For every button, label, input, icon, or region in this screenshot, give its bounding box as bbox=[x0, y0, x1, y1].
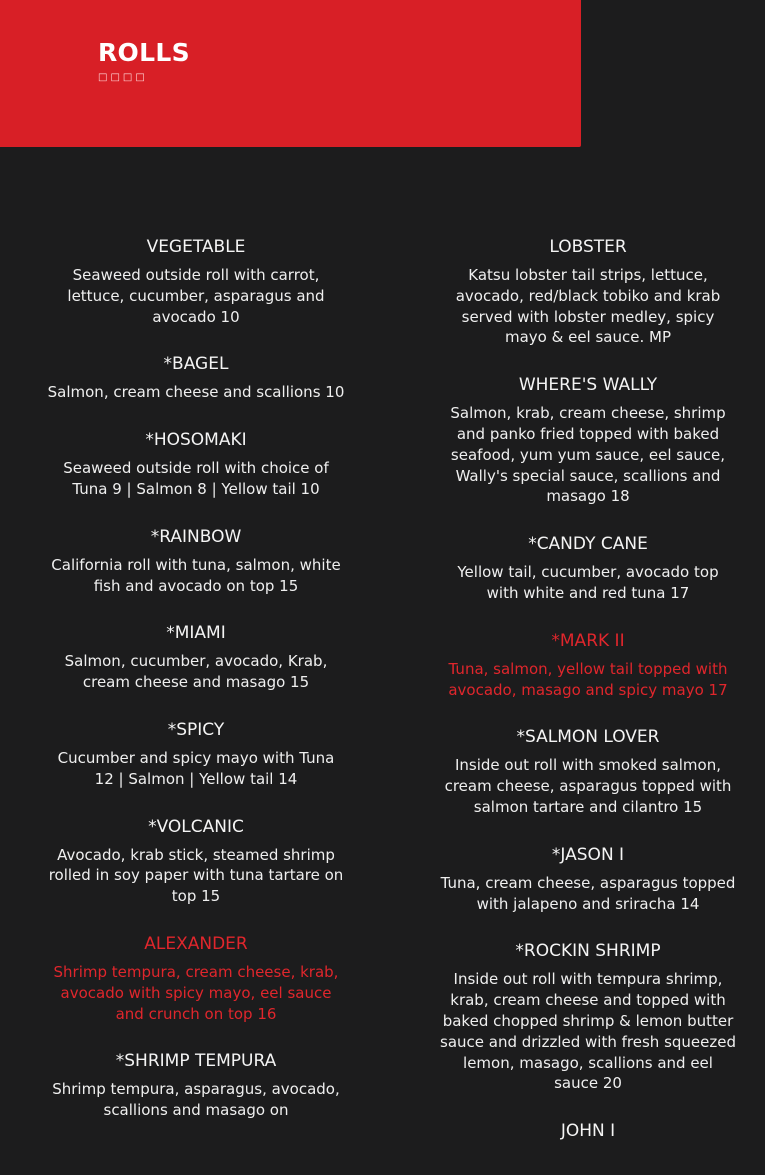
menu-item-john-i bbox=[434, 1120, 742, 1149]
menu-item-description: Tuna, cream cheese, asparagus topped with jalapeno and sriracha 14 bbox=[440, 873, 736, 913]
menu-item-lobster bbox=[434, 236, 742, 348]
menu-item-name: ALEXANDER bbox=[144, 933, 248, 954]
menu-item-jason-i bbox=[434, 844, 742, 915]
menu-item-hosomaki bbox=[40, 429, 352, 500]
menu-item-name: *CANDY CANE bbox=[528, 534, 648, 555]
menu-item-miami bbox=[40, 622, 352, 693]
section-subtitle: □□□□ bbox=[98, 72, 148, 83]
menu-item-name: *BAGEL bbox=[163, 354, 229, 375]
menu-item-description: Inside out roll with smoked salmon, cream cheese, asparagus topped with salmon tartare and cilantro 15 bbox=[444, 756, 732, 816]
menu-item-description: Tuna, salmon, yellow tail topped with avocado, masago and spicy mayo 17 bbox=[448, 659, 728, 699]
menu-item-name: LOBSTER bbox=[549, 237, 627, 257]
menu-item-candy-cane bbox=[434, 533, 742, 604]
menu-item-rockin-shrimp bbox=[434, 940, 742, 1094]
menu-item-name: *SPICY bbox=[167, 719, 225, 740]
menu-item-name: *SHRIMP TEMPURA bbox=[115, 1051, 277, 1072]
menu-item-description: Salmon, krab, cream cheese, shrimp and panko fried topped with baked seafood, yum yum sauce, eel sauce, Wally's special sauce, scallions and masago 18 bbox=[450, 404, 726, 506]
menu-item-name: VEGETABLE bbox=[146, 237, 246, 257]
menu-item-description: Shrimp tempura, asparagus, avocado, scallions and masago on bbox=[52, 1080, 340, 1120]
menu-item-description: Salmon, cucumber, avocado, Krab, cream cheese and masago 15 bbox=[64, 652, 328, 692]
menu-item-salmon-lover bbox=[434, 726, 742, 817]
menu-item-name: JOHN I bbox=[560, 1121, 616, 1142]
menu-item-description: Seaweed outside roll with carrot, lettuce, cucumber, asparagus and avocado 10 bbox=[67, 266, 325, 326]
menu-item-description: Salmon, cream cheese and scallions 10 bbox=[47, 383, 345, 402]
menu-item-description: Shrimp tempura, cream cheese, krab, avocado with spicy mayo, eel sauce and crunch on top 16 bbox=[53, 962, 339, 1023]
menu-item-name: *ROCKIN SHRIMP bbox=[515, 941, 661, 962]
menu-item-description: Seaweed outside roll with choice of Tuna 9 | Salmon 8 | Yellow tail 10 bbox=[63, 459, 329, 498]
menu-item-wheres-wally bbox=[434, 374, 742, 507]
section-header bbox=[0, 0, 581, 147]
menu-item-description: Cucumber and spicy mayo with Tuna 12 | Salmon | Yellow tail 14 bbox=[57, 748, 335, 788]
menu-item-description: Katsu lobster tail strips, lettuce, avocado, red/black tobiko and krab served with lobster medley, spicy mayo & eel sauce. MP bbox=[455, 266, 721, 347]
menu-item-name: *SALMON LOVER bbox=[516, 727, 660, 748]
menu-item-description: Yellow tail, cucumber, avocado top with white and red tuna 17 bbox=[457, 563, 719, 602]
menu-column-left bbox=[40, 236, 352, 1147]
menu-item-spicy bbox=[40, 719, 352, 790]
menu-item-bagel bbox=[40, 353, 352, 403]
menu-item-description: Avocado, krab stick, steamed shrimp rolled in soy paper with tuna tartare on top 15 bbox=[48, 845, 344, 906]
menu-item-name: WHERE'S WALLY bbox=[518, 375, 658, 396]
menu-column-right bbox=[434, 236, 742, 1175]
menu-item-name: *HOSOMAKI bbox=[145, 430, 247, 451]
menu-item-vegetable bbox=[40, 236, 352, 327]
menu-item-name: *JASON I bbox=[551, 844, 625, 865]
menu-item-mark-ii bbox=[434, 630, 742, 701]
menu-item-alexander bbox=[40, 933, 352, 1024]
menu-item-name: *MARK II bbox=[551, 630, 625, 651]
menu-item-rainbow bbox=[40, 526, 352, 597]
menu-item-description: Inside out roll with tempura shrimp, krab, cream cheese and topped with baked chopped shrimp & lemon butter sauce and drizzled with fresh squeezed lemon, masago, scallions and eel sauce 20 bbox=[440, 970, 736, 1093]
menu-item-name: *MIAMI bbox=[166, 623, 226, 644]
section-title: ROLLS bbox=[98, 38, 190, 67]
menu-item-shrimp-tempura bbox=[40, 1050, 352, 1121]
menu-item-name: *RAINBOW bbox=[150, 526, 242, 547]
menu-item-name: *VOLCANIC bbox=[148, 816, 244, 837]
menu-item-description: California roll with tuna, salmon, white fish and avocado on top 15 bbox=[51, 555, 341, 595]
menu-item-volcanic bbox=[40, 816, 352, 907]
